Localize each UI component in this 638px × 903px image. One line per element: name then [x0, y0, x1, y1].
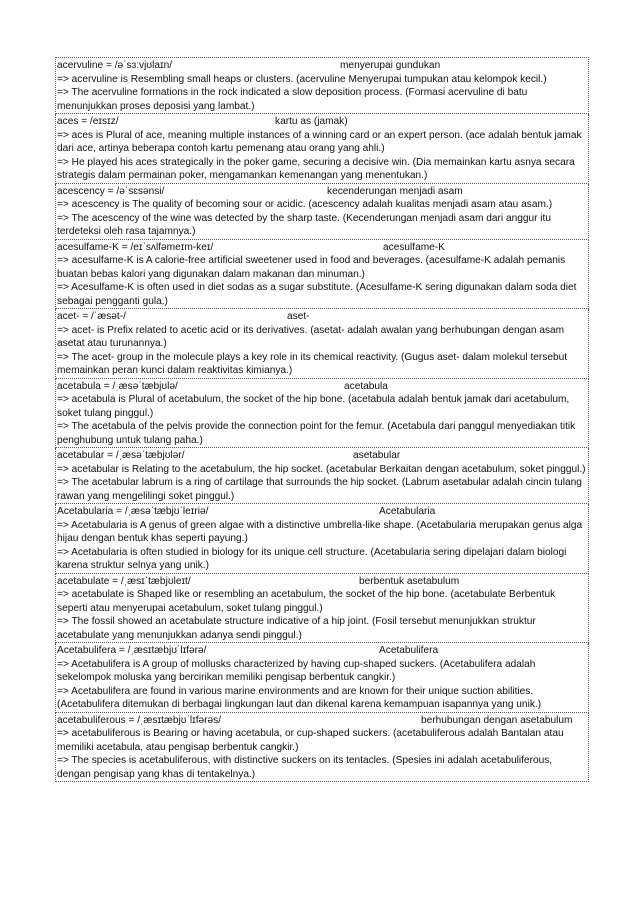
entry-example: => Acesulfame-K is often used in diet sodas as a sugar substitute. (Acesulfame-K sering digunakan dalam soda diet sebagai pengganti gula.): [57, 282, 577, 307]
entry-definition: => Acetabularia is A genus of green algae with a distinctive umbrella-like shape. (Acetabularia merupakan genus alga hijau dengan bentuk khas seperti payung.): [57, 519, 583, 544]
entry-example: => The acervuline formations in the rock indicated a slow deposition process. (Formasi acervuline di batu menunjukkan proses deposisi yang lambat.): [57, 87, 528, 112]
entry-definition: => Acetabulifera is A group of mollusks characterized by having cup-shaped suckers. (Acetabulifera adalah sekelompok moluska yang bercirikan memiliki pengisap berbentuk cangkir.): [57, 658, 536, 683]
dictionary-entry: [55, 574, 589, 644]
entry-headword: acetabular = /ˌæsəˈtæbjʊlər/: [57, 450, 185, 461]
entry-headword: aces = /eɪsɪz/: [57, 116, 119, 127]
entry-headword: acetabuliferous = /ˌæsɪtæbjʊˈlɪfərəs/: [57, 714, 222, 726]
entry-definition: => acervuline is Resembling small heaps or clusters. (acervuline Menyerupai tumpukan atau kelompok kecil.): [57, 73, 547, 85]
entry-example: => He played his aces strategically in the poker game, securing a decisive win. (Dia memainkan kartu asnya secara strategis dalam permainan poker, mengamankan kemenangan yang menentukan.): [57, 156, 575, 181]
entry-example: => The fossil showed an acetabulate structure indicative of a hip joint. (Fosil tersebut menunjukkan struktur acetabulate yang menunjukkan adanya sendi pinggul.): [57, 616, 536, 641]
entry-translation: berbentuk asetabulum: [359, 575, 460, 587]
entry-headword: acet- = /ˈæsət-/: [57, 311, 126, 322]
entry-definition: => acesulfame-K is A calorie-free artificial sweetener used in food and beverages. (acesulfame-K adalah pemanis buatan bebas kalori yang digunakan dalam makanan dan minuman.): [57, 255, 566, 280]
entry-definition: => acetabula is Plural of acetabulum, the socket of the hip bone. (acetabula adalah bentuk jamak dari acetabulum, soket tulang pinggul.): [57, 394, 570, 419]
dictionary-entry: [55, 643, 589, 713]
dictionary-entry: [55, 713, 589, 783]
dictionary-entry: [55, 114, 589, 184]
entry-example: => The species is acetabuliferous, with distinctive suckers on its tentacles. (Spesies ini adalah acetabuliferous, dengan pengisap yang khas di tentakelnya.): [57, 755, 553, 780]
entry-definition: => acetabular is Relating to the acetabulum, the hip socket. (acetabular Berkaitan dengan acetabulum, soket pinggul.): [57, 463, 586, 475]
entry-headword: Acetabulifera = /ˌæsɪtæbjʊˈlɪfərə/: [57, 645, 207, 656]
dictionary-entry: [55, 448, 589, 504]
dictionary-entry: [55, 240, 589, 310]
entry-example: => The acetabula of the pelvis provide the connection point for the femur. (Acetabula dari panggul menyediakan titik penghubung untuk tulang paha.): [57, 421, 576, 446]
dictionary-entry: [55, 504, 589, 574]
dictionary-entry: [55, 57, 589, 114]
entry-definition: => acetabuliferous is Bearing or having acetabula, or cup-shaped suckers. (acetabuliferous adalah Bantalan atau memiliki acetabula, atau pengisap berbentuk cangkir.): [57, 728, 564, 753]
entry-definition: => acescency is The quality of becoming sour or acidic. (acescency adalah kualitas menjadi asam atau asam.): [57, 199, 553, 210]
entry-headword: acesulfame-K = /eɪˈsʌlfəmeɪm-keɪ/: [57, 241, 214, 253]
entry-translation: acetabula: [344, 380, 388, 392]
entry-example: => The acetabular labrum is a ring of cartilage that surrounds the hip socket. (Labrum asetabular adalah cincin tulang rawan yang mengelilingi soket pinggul.): [57, 477, 582, 502]
dictionary-entry: [55, 309, 589, 379]
entry-headword: acetabula = /ˌæsəˈtæbjʊlə/: [57, 380, 178, 392]
entry-translation: aset-: [287, 311, 310, 322]
entry-translation: menyerupai gundukan: [340, 60, 441, 71]
dictionary-entry: [55, 379, 589, 449]
entry-example: => The acescency of the wine was detected by the sharp taste. (Kecenderungan menjadi asam dari anggur itu terdeteksi oleh rasa tajamnya.): [57, 212, 551, 237]
entry-translation: berhubungan dengan asetabulum: [421, 714, 573, 726]
entry-translation: Acetabularia: [379, 506, 436, 517]
entry-translation: kecenderungan menjadi asam: [327, 185, 463, 197]
entry-translation: acesulfame-K: [383, 241, 445, 253]
entry-example: => The acet- group in the molecule plays a key role in its chemical reactivity. (Gugus aset- dalam molekul tersebut memainkan peran kunci dalam reaktivitas kimianya.): [57, 351, 568, 376]
entry-definition: => acet- is Prefix related to acetic acid or its derivatives. (asetat- adalah awalan yang berhubungan dengan asam asetat atau turunannya.): [57, 324, 565, 349]
entry-example: => Acetabularia is often studied in biology for its unique cell structure. (Acetabularia sering dipelajari dalam biologi karena struktur selnya yang unik.): [57, 546, 567, 571]
entry-translation: asetabular: [353, 450, 401, 461]
dictionary-entry: [55, 184, 589, 240]
entry-translation: kartu as (jamak): [275, 116, 348, 127]
entry-headword: Acetabularia = /ˌæsəˈtæbjʊˈleɪriə/: [57, 506, 209, 517]
entry-definition: => aces is Plural of ace, meaning multiple instances of a winning card or an expert person. (ace adalah bentuk jamak dari ace, artinya beberapa contoh kartu pemenang atau orang yang ahli.): [57, 129, 582, 154]
entry-headword: acescency = /əˈsɛsənsi/: [57, 185, 165, 197]
entry-headword: acervuline = /əˈsɜːvjʊlaɪn/: [57, 60, 173, 71]
entry-translation: Acetabulifera: [379, 645, 439, 656]
entry-example: => Acetabulifera are found in various marine environments and are known for their unique suction abilities. (Acetabulifera ditemukan di berbagai lingkungan laut dan dikenal karena kemampuan isapannya yang unik.): [57, 685, 542, 710]
entry-headword: acetabulate = /ˌæsɪˈtæbjʊleɪt/: [57, 575, 191, 587]
entry-definition: => acetabulate is Shaped like or resembling an acetabulum, the socket of the hip bone. (acetabulate Berbentuk seperti atau menyerupai acetabulum, soket tulang pinggul.): [57, 589, 556, 614]
dictionary-page: [55, 57, 589, 782]
